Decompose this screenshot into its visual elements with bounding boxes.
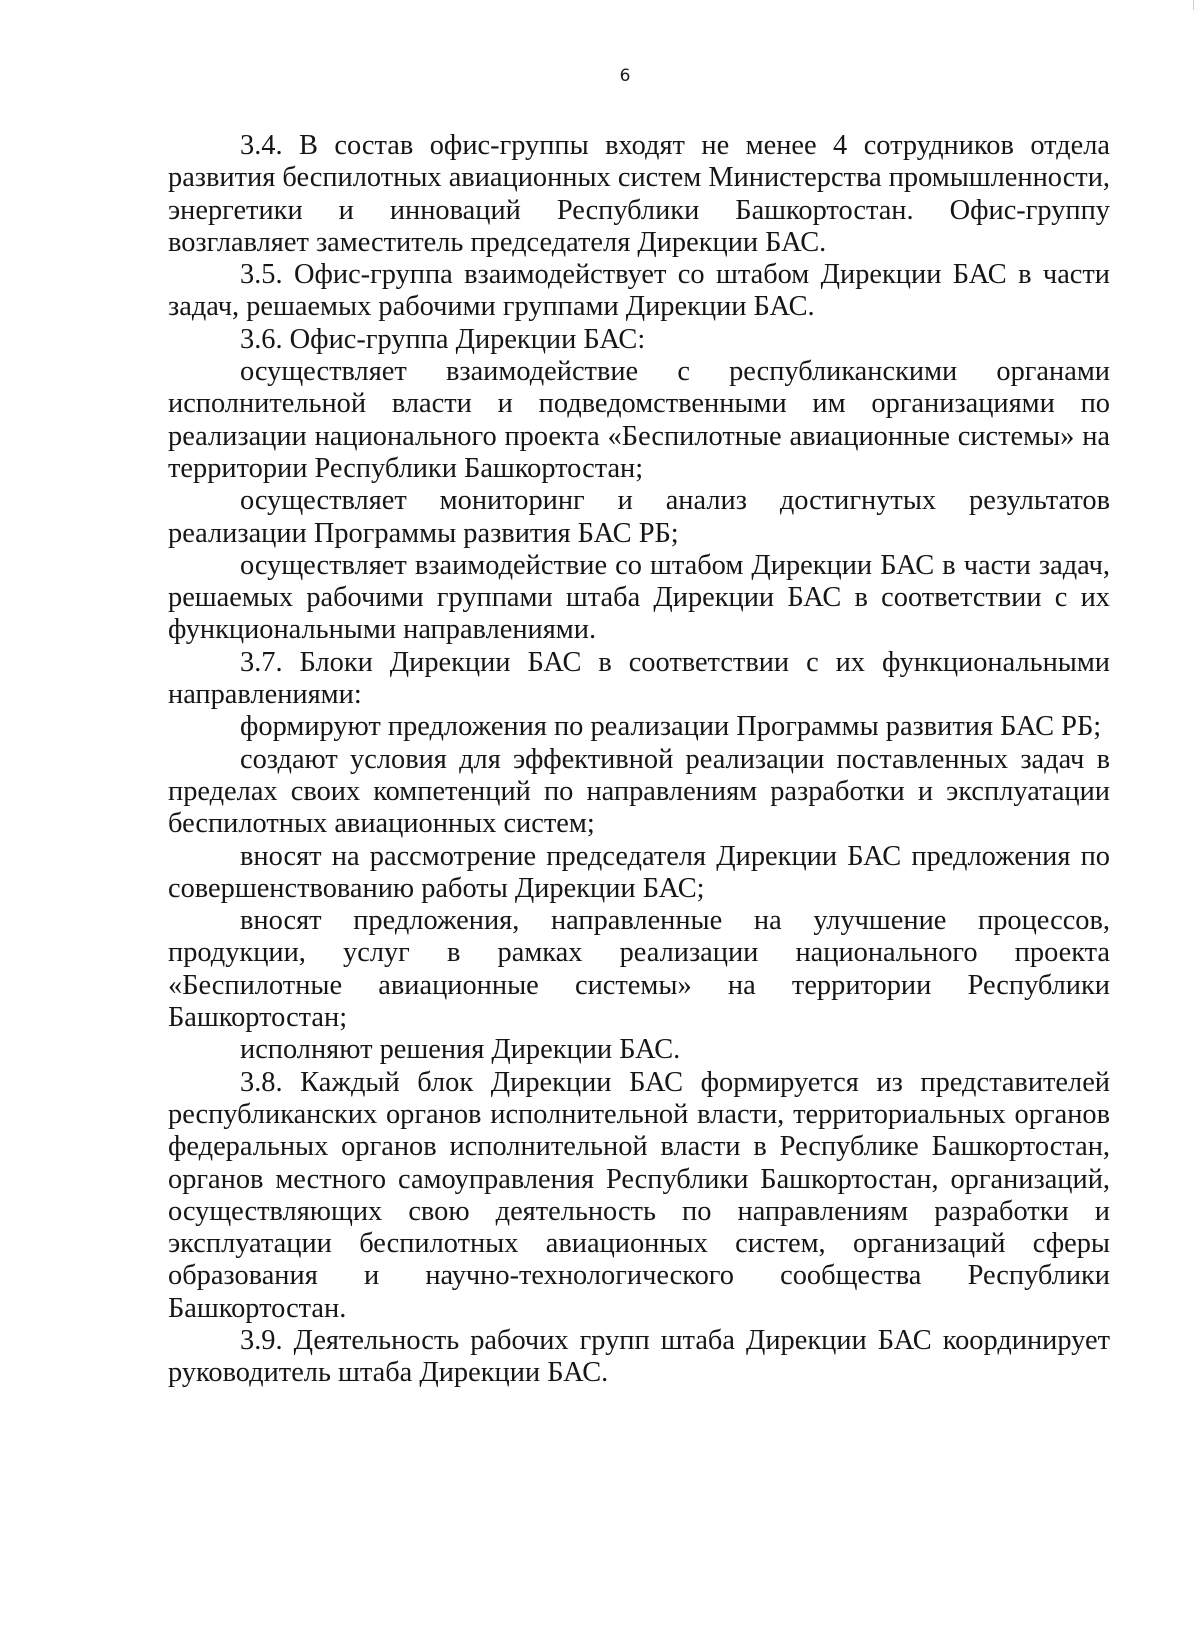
page-number: 6 — [619, 66, 631, 86]
scan-edge-mark — [1193, 0, 1200, 10]
paragraph-3-5: 3.5. Офис-группа взаимодействует со штабом Дирекции БАС в части задач, решаемых рабочими группами Дирекции БАС. — [168, 259, 1110, 323]
list-item-3-7-d: вносят предложения, направленные на улучшение процессов, продукции, услуг в рамках реализации национального проекта «Беспилотные авиационные системы» на территории Республики Башкортостан; — [168, 905, 1110, 1034]
document-body — [168, 130, 1110, 1390]
list-item-3-7-a: формируют предложения по реализации Программы развития БАС РБ; — [240, 711, 1102, 743]
list-item-3-6-b: осуществляет мониторинг и анализ достигнутых результатов реализации Программы развития БАС РБ; — [168, 485, 1110, 549]
list-item-3-6-c: осуществляет взаимодействие со штабом Дирекции БАС в части задач, решаемых рабочими группами штаба Дирекции БАС в соответствии с их функциональными направлениями. — [168, 549, 1110, 646]
list-item-3-7-c: вносят на рассмотрение председателя Дирекции БАС предложения по совершенствованию работы Дирекции БАС; — [168, 840, 1110, 904]
list-item-3-7-e: исполняют решения Дирекции БАС. — [240, 1034, 681, 1066]
paragraph-3-9: 3.9. Деятельность рабочих групп штаба Дирекции БАС координирует руководитель штаба Дирекции БАС. — [168, 1324, 1110, 1389]
list-item-3-6-a: осуществляет взаимодействие с республиканскими органами исполнительной власти и подведомственными им организациями по реализации национального проекта «Беспилотные авиационные системы» на территории Республики Башкортостан; — [168, 356, 1110, 484]
paragraph-3-6: 3.6. Офис-группа Дирекции БАС: — [240, 323, 646, 355]
paragraph-3-4: 3.4. В состав офис-группы входят не менее 4 сотрудников отдела развития беспилотных авиационных систем Министерства промышленности, энергетики и инноваций Республики Башкортостан. Офис-группу возглавляет заместитель председателя Дирекции БАС. — [168, 130, 1110, 258]
paragraph-3-8: 3.8. Каждый блок Дирекции БАС формируется из представителей республиканских органов исполнительной власти, территориальных органов федеральных органов исполнительной власти в Республике Башкортостан, органов местного самоуправления Республики Башкортостан, организаций, осуществляющих свою деятельность по направлениям разработки и эксплуатации беспилотных авиационных систем, организаций сферы образования и научно-технологического сообщества Республики Башкортостан. — [168, 1066, 1110, 1324]
paragraph-3-7: 3.7. Блоки Дирекции БАС в соответствии с их функциональными направлениями: — [168, 646, 1110, 711]
list-item-3-7-b: создают условия для эффективной реализации поставленных задач в пределах своих компетенций по направлениям разработки и эксплуатации беспилотных авиационных систем; — [168, 743, 1110, 840]
